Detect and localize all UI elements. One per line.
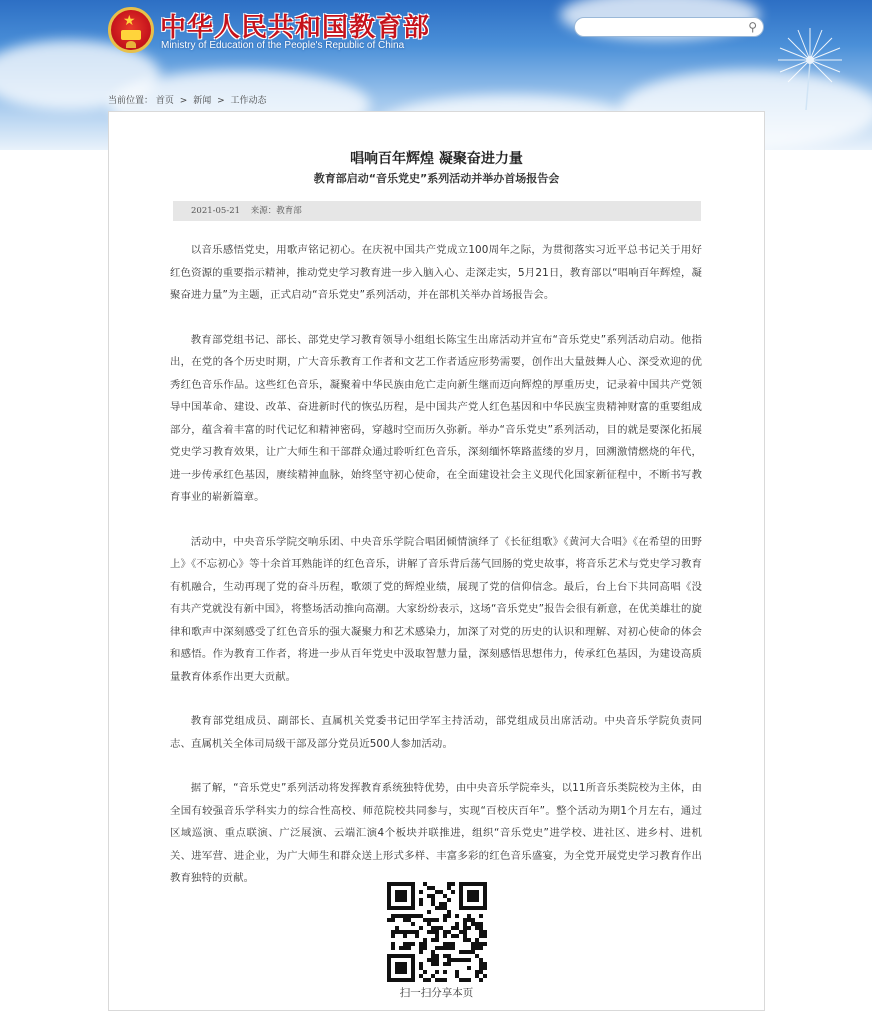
article-paragraph: 据了解，“音乐党史”系列活动将发挥教育系统独特优势，由中央音乐学院牵头，以11所音乐类院校为主体，由全国有较强音乐学科实力的综合性高校、师范院校共同参与，实现“百校庆百年”。整个活动为期1个月左右，通过区域巡演、重点联演、广泛展演、云端汇演4个板块并联推进，组织“音乐党史”进学校、进社区、进乡村、进机关、进军营、进企业，为广大师生和群众送上形式多样、丰富多彩的红色音乐盛宴，为全党开展党史学习教育作出教育独特的贡献。	[170, 782, 702, 884]
share-qr-code-icon	[387, 882, 487, 982]
search-box	[574, 17, 764, 37]
article-subtitle: 教育部启动“音乐党史”系列活动并举办首场报告会	[313, 172, 560, 185]
dandelion-decoration-icon	[770, 20, 850, 110]
breadcrumb-separator: >	[217, 96, 225, 106]
article-date: 2021-05-21	[191, 206, 241, 216]
breadcrumb-separator: >	[179, 96, 188, 106]
breadcrumb-work-news-link[interactable]: 工作动态	[230, 96, 267, 106]
breadcrumb	[108, 93, 267, 106]
article-paragraph: 活动中，中央音乐学院交响乐团、中央音乐学院合唱团倾情演绎了《长征组歌》《黄河大合唱》《在希望的田野上》《不忘初心》等十余首耳熟能详的红色音乐，讲解了音乐背后荡气回肠的党史故事，将音乐艺术与党史学习教育有机融合，生动再现了党的奋斗历程，歌颂了党的辉煌业绩，展现了党的信仰信念。最后，台上台下共同高唱《没有共产党就没有新中国》，将整场活动推向高潮。大家纷纷表示，这场“音乐党史”报告会很有新意，在优美雄壮的旋律和歌声中深刻感受了红色音乐的强大凝聚力和艺术感染力，加深了对党的历史的认识和理解、对初心使命的体会和感悟。作为教育工作者，将进一步从百年党史中汲取智慧力量，深刻感悟思想伟力，传承红色基因，为建设高质量教育体系作出更大贡献。	[170, 535, 702, 683]
article-paragraph: 以音乐感悟党史，用歌声铭记初心。在庆祝中国共产党成立100周年之际，为贯彻落实习近平总书记关于用好红色资源的重要指示精神，推动党史学习教育进一步入脑入心、走深走实，5月21日，教育部以“唱响百年辉煌，凝聚奋进力量”为主题，正式启动“音乐党史”系列活动，并在部机关举办首场报告会。	[170, 244, 702, 301]
search-input[interactable]	[585, 20, 739, 36]
article-paragraph: 教育部党组书记、部长、部党史学习教育领导小组组长陈宝生出席活动并宣布“音乐党史”系列活动启动。他指出，在党的各个历史时期，广大音乐教育工作者和文艺工作者适应形势需要，创作出大量鼓舞人心、深受欢迎的优秀红色音乐作品。这些红色音乐，凝聚着中华民族由危亡走向新生继而迈向辉煌的厚重历史，记录着中国共产党领导中国革命、建设、改革、奋进新时代的恢弘历程，是中国共产党人红色基因和中华民族宝贵精神财富的重要组成部分，蕴含着丰富的时代记忆和精神密码，穿越时空而历久弥新。举办“音乐党史”系列活动，目的就是要深化拓展党史学习教育效果，让广大师生和干部群众通过聆听红色音乐，深刻缅怀筚路蓝缕的岁月，回溯激情燃烧的年代，进一步传承红色基因，赓续精神血脉，始终坚守初心使命，在全面建设社会主义现代化国家新征程中，不断书写教育事业的崭新篇章。	[170, 333, 702, 503]
site-title: 中华人民共和国教育部	[160, 13, 431, 43]
article-meta-bar	[173, 201, 701, 221]
breadcrumb-prefix: 当前位置：	[108, 96, 154, 106]
search-icon[interactable]: ⚲	[748, 20, 757, 34]
breadcrumb-home-link[interactable]: 首页	[155, 96, 174, 106]
qr-caption: 扫一扫分享本页	[399, 987, 474, 999]
article-container	[108, 111, 765, 1011]
article-title: 唱响百年辉煌 凝聚奋进力量	[350, 151, 523, 167]
article-source: 来源：教育部	[250, 206, 302, 216]
article-body	[170, 239, 702, 912]
national-emblem-icon: ★	[108, 7, 154, 53]
article-paragraph: 教育部党组成员、副部长、直属机关党委书记田学军主持活动，部党组成员出席活动。中央音乐学院负责同志、直属机关全体司局级干部及部分党员近500人参加活动。	[170, 715, 702, 750]
site-subtitle: Ministry of Education of the People's Republic of China	[161, 40, 405, 51]
breadcrumb-news-link[interactable]: 新闻	[193, 96, 212, 106]
